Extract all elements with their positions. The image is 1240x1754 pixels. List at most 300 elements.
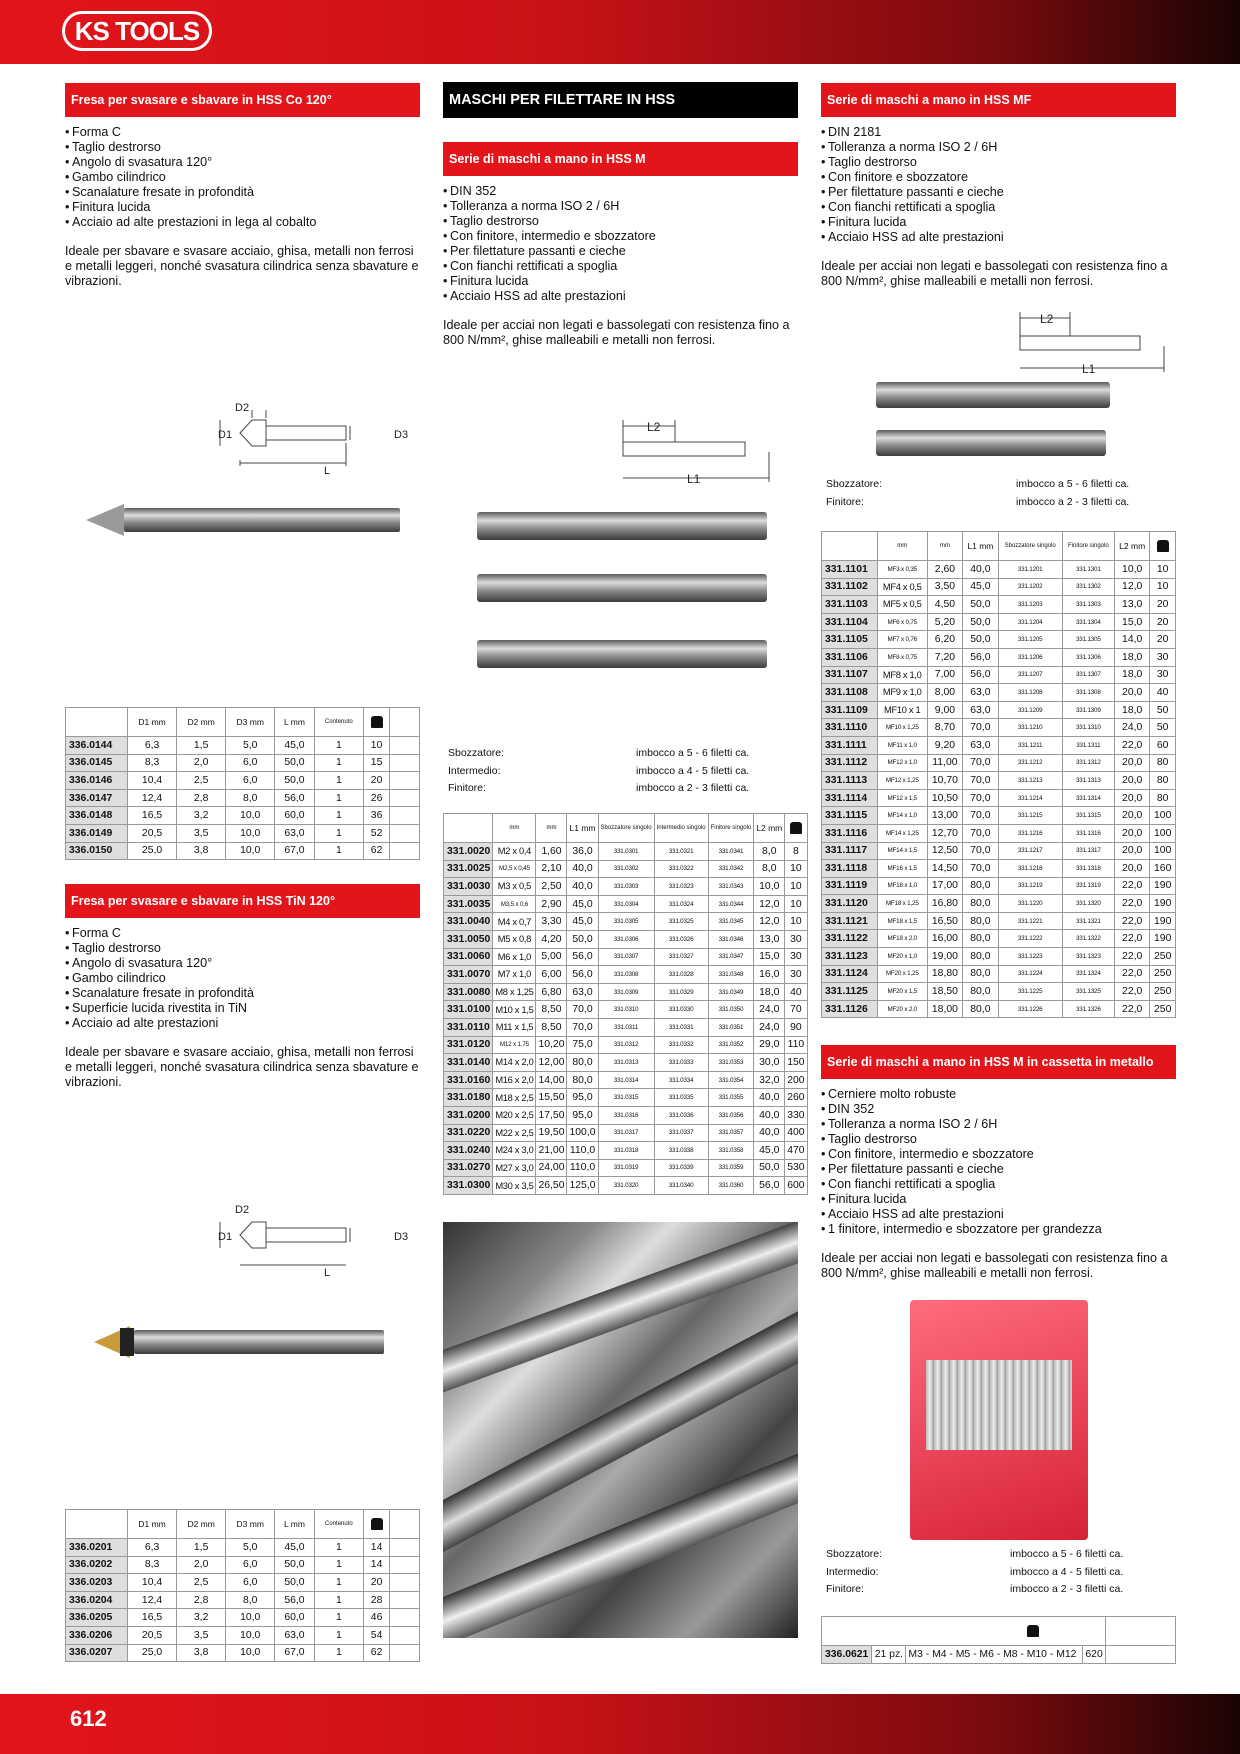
table-cell: 331.0339 (654, 1159, 708, 1177)
table-cell: 15,0 (754, 948, 785, 966)
table-cell: M12 x 1,75 (493, 1036, 536, 1054)
table-cell: 331.1306 (1062, 648, 1114, 666)
table-cell: 6,0 (226, 772, 275, 790)
table-cell: 331.1211 (998, 736, 1062, 754)
table-cell: 20,0 (1114, 789, 1149, 807)
table-cell: 331.0351 (708, 1018, 754, 1036)
table-row (822, 965, 1176, 983)
table-row (444, 1089, 808, 1107)
table-cell: 331.1117 (822, 842, 878, 860)
table-cell: 2,50 (536, 878, 567, 896)
table-cell: 1 (314, 842, 364, 860)
kv-row (826, 1581, 1176, 1599)
table-cell: 331.0329 (654, 983, 708, 1001)
table-cell: 530 (785, 1159, 807, 1177)
table-cell: 331.0336 (654, 1106, 708, 1124)
table-cell: MF6 x 0,75 (877, 613, 927, 631)
table-cell (390, 807, 420, 825)
table-cell: 1 (314, 1626, 364, 1644)
table-row (444, 1036, 808, 1054)
table-cell: MF11 x 1,0 (877, 736, 927, 754)
table-cell: 331.1308 (1062, 684, 1114, 702)
table-cell: 14 (364, 1556, 390, 1574)
table-cell: 331.0315 (598, 1089, 654, 1107)
table-cell: 250 (1150, 965, 1176, 983)
table-cell: 20,0 (1114, 772, 1149, 790)
dim-label: D2 (235, 1204, 250, 1216)
table-cell: 12,4 (128, 1591, 177, 1609)
table-cell: 95,0 (567, 1089, 598, 1107)
page-number: 612 (70, 1706, 107, 1731)
table-cell (66, 1510, 128, 1539)
table-row (444, 1054, 808, 1072)
table-cell: 67,0 (275, 842, 314, 860)
weight-icon (371, 716, 383, 728)
table-cell: 62 (364, 1644, 390, 1662)
table-cell: 12,70 (927, 824, 962, 842)
table-cell: 40,0 (963, 561, 998, 579)
feature-item: • Acciaio HSS ad alte prestazioni (821, 1207, 1176, 1222)
table-cell: 18,0 (1114, 666, 1149, 684)
table-cell: 190 (1150, 912, 1176, 930)
table-cell: mm (536, 814, 567, 843)
table-row (444, 983, 808, 1001)
kv-label: Sbozzatore: (826, 478, 883, 490)
table-cell: 10,0 (226, 1609, 275, 1627)
table-row (822, 860, 1176, 878)
table-cell: 22,0 (1114, 948, 1149, 966)
table-cell: 10 (1150, 561, 1176, 579)
table-cell: 6,3 (128, 1539, 177, 1557)
table-cell: 336.0147 (66, 789, 128, 807)
table-cell: 331.0330 (654, 1001, 708, 1019)
table-cell (364, 1510, 390, 1539)
table-cell: 80,0 (567, 1071, 598, 1089)
table-cell: 30,0 (754, 1054, 785, 1072)
table-cell: 331.0020 (444, 843, 493, 861)
table-cell: 336.0146 (66, 772, 128, 790)
table-cell: 50,0 (567, 930, 598, 948)
table-cell: 80,0 (963, 912, 998, 930)
table-cell: 19,00 (927, 948, 962, 966)
table-cell: 331.0270 (444, 1159, 493, 1177)
table-cell: 331.1208 (998, 684, 1062, 702)
table-cell: 1 (314, 772, 364, 790)
table-cell: 12,0 (754, 913, 785, 931)
table-countersink-tin (65, 1509, 420, 1662)
table-cell: 331.1206 (998, 648, 1062, 666)
table-cell: 331.1204 (998, 613, 1062, 631)
table-cell: M2,5 x 0,45 (493, 860, 536, 878)
table-row (444, 843, 808, 861)
table-cell: 331.0311 (598, 1018, 654, 1036)
table-cell: 110 (785, 1036, 807, 1054)
table-cell: MF8 x 1,0 (877, 666, 927, 684)
table-cell: 125,0 (567, 1177, 598, 1195)
table-cell: 40 (1150, 684, 1176, 702)
table-cell: 62 (364, 842, 390, 860)
feature-item: • Tolleranza a norma ISO 2 / 6H (443, 199, 798, 214)
feature-item: • Con finitore, intermedio e sbozzatore (443, 229, 798, 244)
table-cell: 10 (1150, 578, 1176, 596)
table-cell: 8,50 (536, 1001, 567, 1019)
table-cell: 24,0 (1114, 719, 1149, 737)
table-cell: 331.0346 (708, 930, 754, 948)
table-cell: 19,50 (536, 1124, 567, 1142)
table-cell: 331.1121 (822, 912, 878, 930)
table-cell: 331.1312 (1062, 754, 1114, 772)
table-row (444, 1142, 808, 1160)
table-cell: 110,0 (567, 1159, 598, 1177)
table-cell: 1 (314, 1609, 364, 1627)
table-cell (390, 1556, 420, 1574)
feature-item: • Scanalature fresate in profondità (65, 185, 420, 200)
kv-row (448, 780, 798, 798)
table-cell: 8,70 (927, 719, 962, 737)
table-cell: MF8 x 0,75 (877, 648, 927, 666)
table-cell: 331.0333 (654, 1054, 708, 1072)
table-cell: 20 (364, 1574, 390, 1592)
table-cell (390, 754, 420, 772)
table-cell: 331.1309 (1062, 701, 1114, 719)
table-cell: 70 (785, 1001, 807, 1019)
table-cell: 21,00 (536, 1142, 567, 1160)
table-cell: 331.1305 (1062, 631, 1114, 649)
table-cell: 331.1202 (998, 578, 1062, 596)
table-cell: 331.0309 (598, 983, 654, 1001)
table-cell: 10,0 (1114, 561, 1149, 579)
table-cell: 70,0 (963, 719, 998, 737)
table-cell (785, 814, 807, 843)
table-cell (390, 1510, 420, 1539)
dim-label: L2 (1040, 312, 1054, 326)
table-cell: 331.0331 (654, 1018, 708, 1036)
table-cell: 25,0 (128, 1644, 177, 1662)
table-cell: 40,0 (567, 860, 598, 878)
tap-mf-photo (874, 306, 1174, 466)
weight-icon (1027, 1625, 1039, 1637)
table-cell: 1 (314, 1591, 364, 1609)
table-cell: 5,20 (927, 613, 962, 631)
table-cell: MF9 x 1,0 (877, 684, 927, 702)
weight-icon (790, 822, 802, 834)
table-cell: 331.0304 (598, 895, 654, 913)
table-row (822, 754, 1176, 772)
table-cell: 70,0 (963, 842, 998, 860)
table-cell: MF12 x 1,25 (877, 772, 927, 790)
table-row (66, 1626, 420, 1644)
table-cell: 56,0 (963, 648, 998, 666)
table-cell: 331.1318 (1062, 860, 1114, 878)
table-cell: 16,5 (128, 807, 177, 825)
table-cell: 90 (785, 1018, 807, 1036)
feature-item: • Forma C (65, 926, 420, 941)
table-row (66, 824, 420, 842)
dim-label: D2 (235, 402, 250, 414)
table-row (66, 1556, 420, 1574)
table-row (822, 736, 1176, 754)
table-row (66, 1591, 420, 1609)
table-cell: 2,8 (177, 789, 226, 807)
table-cell: 8 (785, 843, 807, 861)
feature-item: • Scanalature fresate in profondità (65, 986, 420, 1001)
description: Ideale per acciai non legati e bassolegati con resistenza fino a 800 N/mm², ghise malleabili e metalli non ferrosi. (443, 318, 790, 347)
table-cell: 331.0306 (598, 930, 654, 948)
feature-item: • Gambo cilindrico (65, 971, 420, 986)
right-kv (826, 476, 1176, 511)
table-cell: 80,0 (963, 948, 998, 966)
table-cell: 10 (785, 860, 807, 878)
table-cell: 331.1212 (998, 754, 1062, 772)
table-cell: 331.1323 (1062, 948, 1114, 966)
feature-item: • Finitura lucida (821, 1192, 1176, 1207)
table-cell: 331.1219 (998, 877, 1062, 895)
table-cell: 14 (364, 1539, 390, 1557)
table-cell: 11,00 (927, 754, 962, 772)
table-cell: 331.1113 (822, 772, 878, 790)
dim-label: D3 (394, 429, 409, 441)
table-cell: 16,50 (927, 912, 962, 930)
table-cell: 22,0 (1114, 983, 1149, 1001)
feature-item: • DIN 352 (821, 1102, 1176, 1117)
kv-label: Sbozzatore: (826, 1548, 883, 1560)
table-cell: 12,50 (927, 842, 962, 860)
table-cell (390, 1644, 420, 1662)
table-cell: 331.1110 (822, 719, 878, 737)
feature-item: • 1 finitore, intermedio e sbozzatore per grandezza (821, 1222, 1176, 1237)
table-cell: 30 (785, 948, 807, 966)
table-row (66, 1539, 420, 1557)
table-cell: 5,0 (226, 737, 275, 755)
table-cell: 331.1101 (822, 561, 878, 579)
description: Ideale per acciai non legati e bassolegati con resistenza fino a 800 N/mm², ghise malleabili e metalli non ferrosi. (821, 1251, 1168, 1280)
table-row (822, 824, 1176, 842)
table-cell: M14 x 2,0 (493, 1054, 536, 1072)
table-cell: mm (877, 532, 927, 561)
table-cell: 20 (364, 772, 390, 790)
table-cell: MF18 x 1,5 (877, 912, 927, 930)
table-cell: 331.0035 (444, 895, 493, 913)
table-cell: 331.1205 (998, 631, 1062, 649)
feature-item: • Forma C (65, 125, 420, 140)
middle-kv (448, 745, 798, 798)
table-row: 336.0621 21 pz. M3 - M4 - M5 - M6 - M8 - M10 - M12 620 (822, 1646, 1176, 1664)
table-cell: 18,00 (927, 1000, 962, 1018)
table-cell: 14,50 (927, 860, 962, 878)
table-cell: MF18 x 1,0 (877, 877, 927, 895)
table-cell: 56,0 (963, 666, 998, 684)
table-cell: 6,00 (536, 966, 567, 984)
dim-label: L1 (687, 472, 701, 486)
feature-list (821, 1087, 1176, 1237)
table-cell (390, 1591, 420, 1609)
table-cell: 20,0 (1114, 754, 1149, 772)
table-row (822, 613, 1176, 631)
feature-list (65, 125, 420, 230)
table-cell: M11 x 1,5 (493, 1018, 536, 1036)
table-row (66, 737, 420, 755)
table-cell: 331.0358 (708, 1142, 754, 1160)
feature-item: • Tolleranza a norma ISO 2 / 6H (821, 1117, 1176, 1132)
table-cell: 331.1203 (998, 596, 1062, 614)
table-cell: 331.0344 (708, 895, 754, 913)
table-cell: 331.0030 (444, 878, 493, 896)
table-cell: 10,0 (226, 1644, 275, 1662)
table-cell: 331.1104 (822, 613, 878, 631)
table-cell: 331.0328 (654, 966, 708, 984)
table-cell: 70,0 (567, 1001, 598, 1019)
table-cell: 10 (785, 878, 807, 896)
table-row (444, 1071, 808, 1089)
table-cell: 4,50 (927, 596, 962, 614)
table-cell: 331.0345 (708, 913, 754, 931)
table-row (822, 578, 1176, 596)
table-cell: 331.1201 (998, 561, 1062, 579)
table-cell: 1 (314, 1539, 364, 1557)
table-cell: 26 (364, 789, 390, 807)
table-cell: 331.0340 (654, 1177, 708, 1195)
table-cell: M2 x 0,4 (493, 843, 536, 861)
table-cell: 1,5 (177, 1539, 226, 1557)
table-row (444, 1018, 808, 1036)
table-cell: 13,00 (927, 807, 962, 825)
table-cell: 331.0337 (654, 1124, 708, 1142)
kv-label: Sbozzatore: (448, 747, 505, 759)
table-cell: 1,5 (177, 737, 226, 755)
table-cell: 100 (1150, 842, 1176, 860)
table-cell: M10 x 1,5 (493, 1001, 536, 1019)
table-row (66, 789, 420, 807)
table-cell: 17,00 (927, 877, 962, 895)
table-cell: 331.1226 (998, 1000, 1062, 1018)
table-row (822, 983, 1176, 1001)
table-row (66, 1644, 420, 1662)
table-cell: 331.1214 (998, 789, 1062, 807)
kv-value: imbocco a 4 - 5 filetti ca. (636, 764, 750, 777)
feature-item: • Angolo di svasatura 120° (65, 956, 420, 971)
table-row (822, 1000, 1176, 1018)
table-row (444, 895, 808, 913)
table-row (444, 878, 808, 896)
table-cell: 1 (314, 754, 364, 772)
table-cell: 70,0 (963, 860, 998, 878)
table-cell: M22 x 2,5 (493, 1124, 536, 1142)
footer-bar (0, 1694, 1240, 1754)
weight-icon (371, 1518, 383, 1530)
table-cell: 331.0317 (598, 1124, 654, 1142)
table-cell: 40,0 (754, 1106, 785, 1124)
table-cell: 1,60 (536, 843, 567, 861)
right-kv-2 (826, 1546, 1176, 1599)
table-cell: 331.1126 (822, 1000, 878, 1018)
table-cell: L mm (275, 1510, 314, 1539)
table-cell: MF3 x 0,35 (877, 561, 927, 579)
kv-label: Finitore: (826, 1583, 864, 1595)
table-cell: 331.0359 (708, 1159, 754, 1177)
table-cell: 45,0 (567, 913, 598, 931)
table-cell: 63,0 (963, 736, 998, 754)
countersink-tin-photo (94, 1322, 394, 1362)
table-cell: 331.0353 (708, 1054, 754, 1072)
description: Ideale per sbavare e svasare acciaio, ghisa, metalli non ferrosi e metalli leggeri, nonché svasatura cilindrica senza sbavature e vibrazioni. (65, 1045, 419, 1089)
table-cell: 331.1112 (822, 754, 878, 772)
table-cell: 56,0 (754, 1177, 785, 1195)
table-cell: 331.1111 (822, 736, 878, 754)
table-row (822, 772, 1176, 790)
table-cell: 331.0313 (598, 1054, 654, 1072)
table-cell: 95,0 (567, 1106, 598, 1124)
table-cell: 331.1304 (1062, 613, 1114, 631)
kv-label: Intermedio: (448, 764, 501, 777)
kv-row (826, 1546, 1176, 1564)
middle-column (443, 82, 798, 348)
table-row (444, 1106, 808, 1124)
table-cell: 13,0 (754, 930, 785, 948)
table-cell: 20,5 (128, 1626, 177, 1644)
table-cell: 336.0205 (66, 1609, 128, 1627)
table-cell: 80 (1150, 754, 1176, 772)
table-cell: MF16 x 1,5 (877, 860, 927, 878)
table-cell: 45,0 (754, 1142, 785, 1160)
table-cell: 45,0 (275, 737, 314, 755)
table-cell: 32,0 (754, 1071, 785, 1089)
feature-item: • DIN 2181 (821, 125, 1176, 140)
table-cell: M20 x 2,5 (493, 1106, 536, 1124)
table-cell: Finitore singolo (708, 814, 754, 843)
table-cell: 331.0334 (654, 1071, 708, 1089)
table-cell: MF20 x 1,0 (877, 948, 927, 966)
table-cell: 20,0 (1114, 684, 1149, 702)
table-cell: 24,0 (754, 1001, 785, 1019)
table-cell: 70,0 (963, 807, 998, 825)
table-cell: MF10 x 1 (877, 701, 927, 719)
table-cell: 336.0144 (66, 737, 128, 755)
table-cell: 331.1220 (998, 895, 1062, 913)
table-cell: 331.0349 (708, 983, 754, 1001)
table-cell: 10,0 (226, 842, 275, 860)
dim-label: D1 (218, 429, 233, 441)
table-row (444, 948, 808, 966)
table-cell: 331.0110 (444, 1018, 493, 1036)
table-cell: 331.0307 (598, 948, 654, 966)
table-cell (390, 772, 420, 790)
table-cell: 8,0 (226, 1591, 275, 1609)
table-cell: 150 (785, 1054, 807, 1072)
table-cell: 100 (1150, 824, 1176, 842)
table-cell: 10,50 (927, 789, 962, 807)
table-cell: M3,5 x 0,6 (493, 895, 536, 913)
table-cell: 331.1317 (1062, 842, 1114, 860)
table-cell: 10 (785, 895, 807, 913)
table-cell: MF4 x 0,5 (877, 578, 927, 596)
feature-item: • Acciaio HSS ad alte prestazioni (443, 289, 798, 304)
metal-case-photo (910, 1300, 1088, 1540)
table-cell: 56,0 (275, 1591, 314, 1609)
table-cell: 18,50 (927, 983, 962, 1001)
table-cell: 30 (785, 930, 807, 948)
feature-item: • Cerniere molto robuste (821, 1087, 1176, 1102)
table-cell: 3,5 (177, 824, 226, 842)
table-cell: 331.1313 (1062, 772, 1114, 790)
table-cell: 28 (364, 1591, 390, 1609)
table-cell: 331.0060 (444, 948, 493, 966)
table-cell: 331.0314 (598, 1071, 654, 1089)
table-cell: 331.1314 (1062, 789, 1114, 807)
table-cell: 24,0 (754, 1018, 785, 1036)
table-cell: 331.1221 (998, 912, 1062, 930)
table-cell: 80,0 (963, 877, 998, 895)
table-cell: 17,50 (536, 1106, 567, 1124)
